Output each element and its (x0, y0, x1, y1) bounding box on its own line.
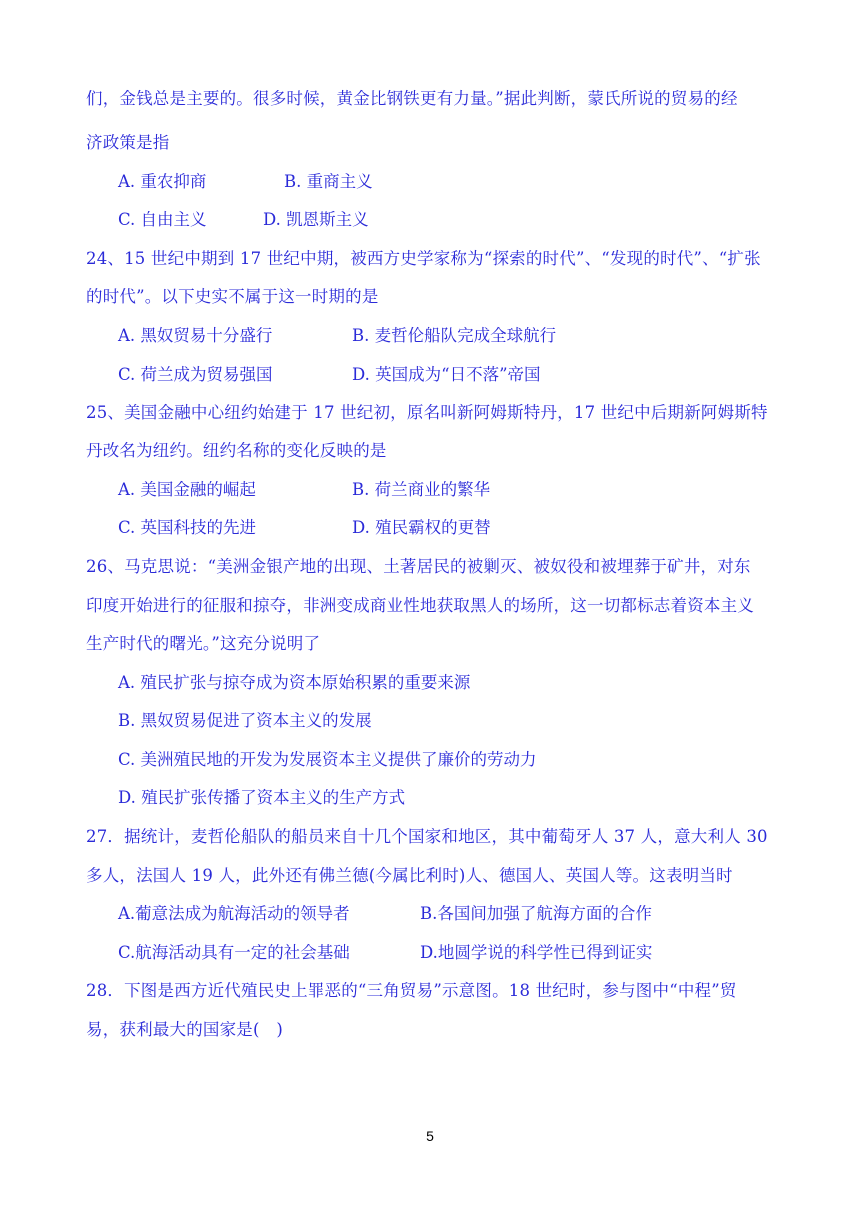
q24-option-b: B. 麦哲伦船队完成全球航行 (352, 326, 557, 345)
page-number: 5 (426, 1128, 434, 1144)
q24-option-c: C. 荷兰成为贸易强国 (118, 365, 273, 384)
q26-option-a: A. 殖民扩张与掠夺成为资本原始积累的重要来源 (118, 673, 471, 692)
q27-line-1: 27．据统计，麦哲伦船队的船员来自十几个国家和地区，其中葡萄牙人 37 人，意大利人 30 (86, 827, 768, 846)
q27-option-b: B.各国间加强了航海方面的合作 (420, 904, 652, 923)
q27-option-a: A.葡意法成为航海活动的领导者 (118, 904, 350, 923)
q28-line-1: 28．下图是西方近代殖民史上罪恶的“三角贸易”示意图。18 世纪时，参与图中“中程”贸 (86, 981, 737, 1000)
q26-line-3: 生产时代的曙光。”这充分说明了 (86, 634, 321, 653)
q27-option-c: C.航海活动具有一定的社会基础 (118, 943, 350, 962)
q25-option-b: B. 荷兰商业的繁华 (352, 480, 491, 499)
q26-option-d: D. 殖民扩张传播了资本主义的生产方式 (118, 788, 406, 807)
q25-option-c: C. 英国科技的先进 (118, 518, 257, 537)
q23-option-a: A. 重农抑商 (118, 172, 207, 191)
q24-option-d: D. 英国成为“日不落”帝国 (352, 365, 541, 384)
q23-line-2: 济政策是指 (86, 133, 170, 152)
q26-option-b: B. 黑奴贸易促进了资本主义的发展 (118, 711, 372, 730)
q23-option-c: C. 自由主义 (118, 210, 207, 229)
q23-option-d: D. 凯恩斯主义 (263, 210, 369, 229)
q26-line-1: 26、马克思说：“美洲金银产地的出现、土著居民的被剿灭、被奴役和被埋葬于矿井，对东 (86, 557, 751, 576)
q26-option-c: C. 美洲殖民地的开发为发展资本主义提供了廉价的劳动力 (118, 750, 537, 769)
q23-option-b: B. 重商主义 (284, 172, 373, 191)
q24-option-a: A. 黑奴贸易十分盛行 (118, 326, 273, 345)
q25-line-1: 25、美国金融中心纽约始建于 17 世纪初，原名叫新阿姆斯特丹，17 世纪中后期新阿姆斯特 (86, 403, 768, 422)
q27-line-2: 多人，法国人 19 人，此外还有佛兰德(今属比利时)人、德国人、英国人等。这表明当时 (86, 866, 733, 885)
q28-line-2: 易，获利最大的国家是( ) (86, 1020, 283, 1039)
q26-line-2: 印度开始进行的征服和掠夺，非洲变成商业性地获取黑人的场所，这一切都标志着资本主义 (86, 596, 754, 615)
q25-option-a: A. 美国金融的崛起 (118, 480, 256, 499)
q25-option-d: D. 殖民霸权的更替 (352, 518, 491, 537)
q24-line-1: 24、15 世纪中期到 17 世纪中期，被西方史学家称为“探索的时代”、“发现的时代”、“扩张 (86, 249, 761, 268)
q24-line-2: 的时代”。以下史实不属于这一时期的是 (86, 287, 379, 306)
q27-option-d: D.地圆学说的科学性已得到证实 (420, 943, 653, 962)
q25-line-2: 丹改名为纽约。纽约名称的变化反映的是 (86, 441, 387, 460)
q23-line-1: 们，金钱总是主要的。很多时候，黄金比钢铁更有力量。”据此判断，蒙氏所说的贸易的经 (86, 89, 738, 108)
